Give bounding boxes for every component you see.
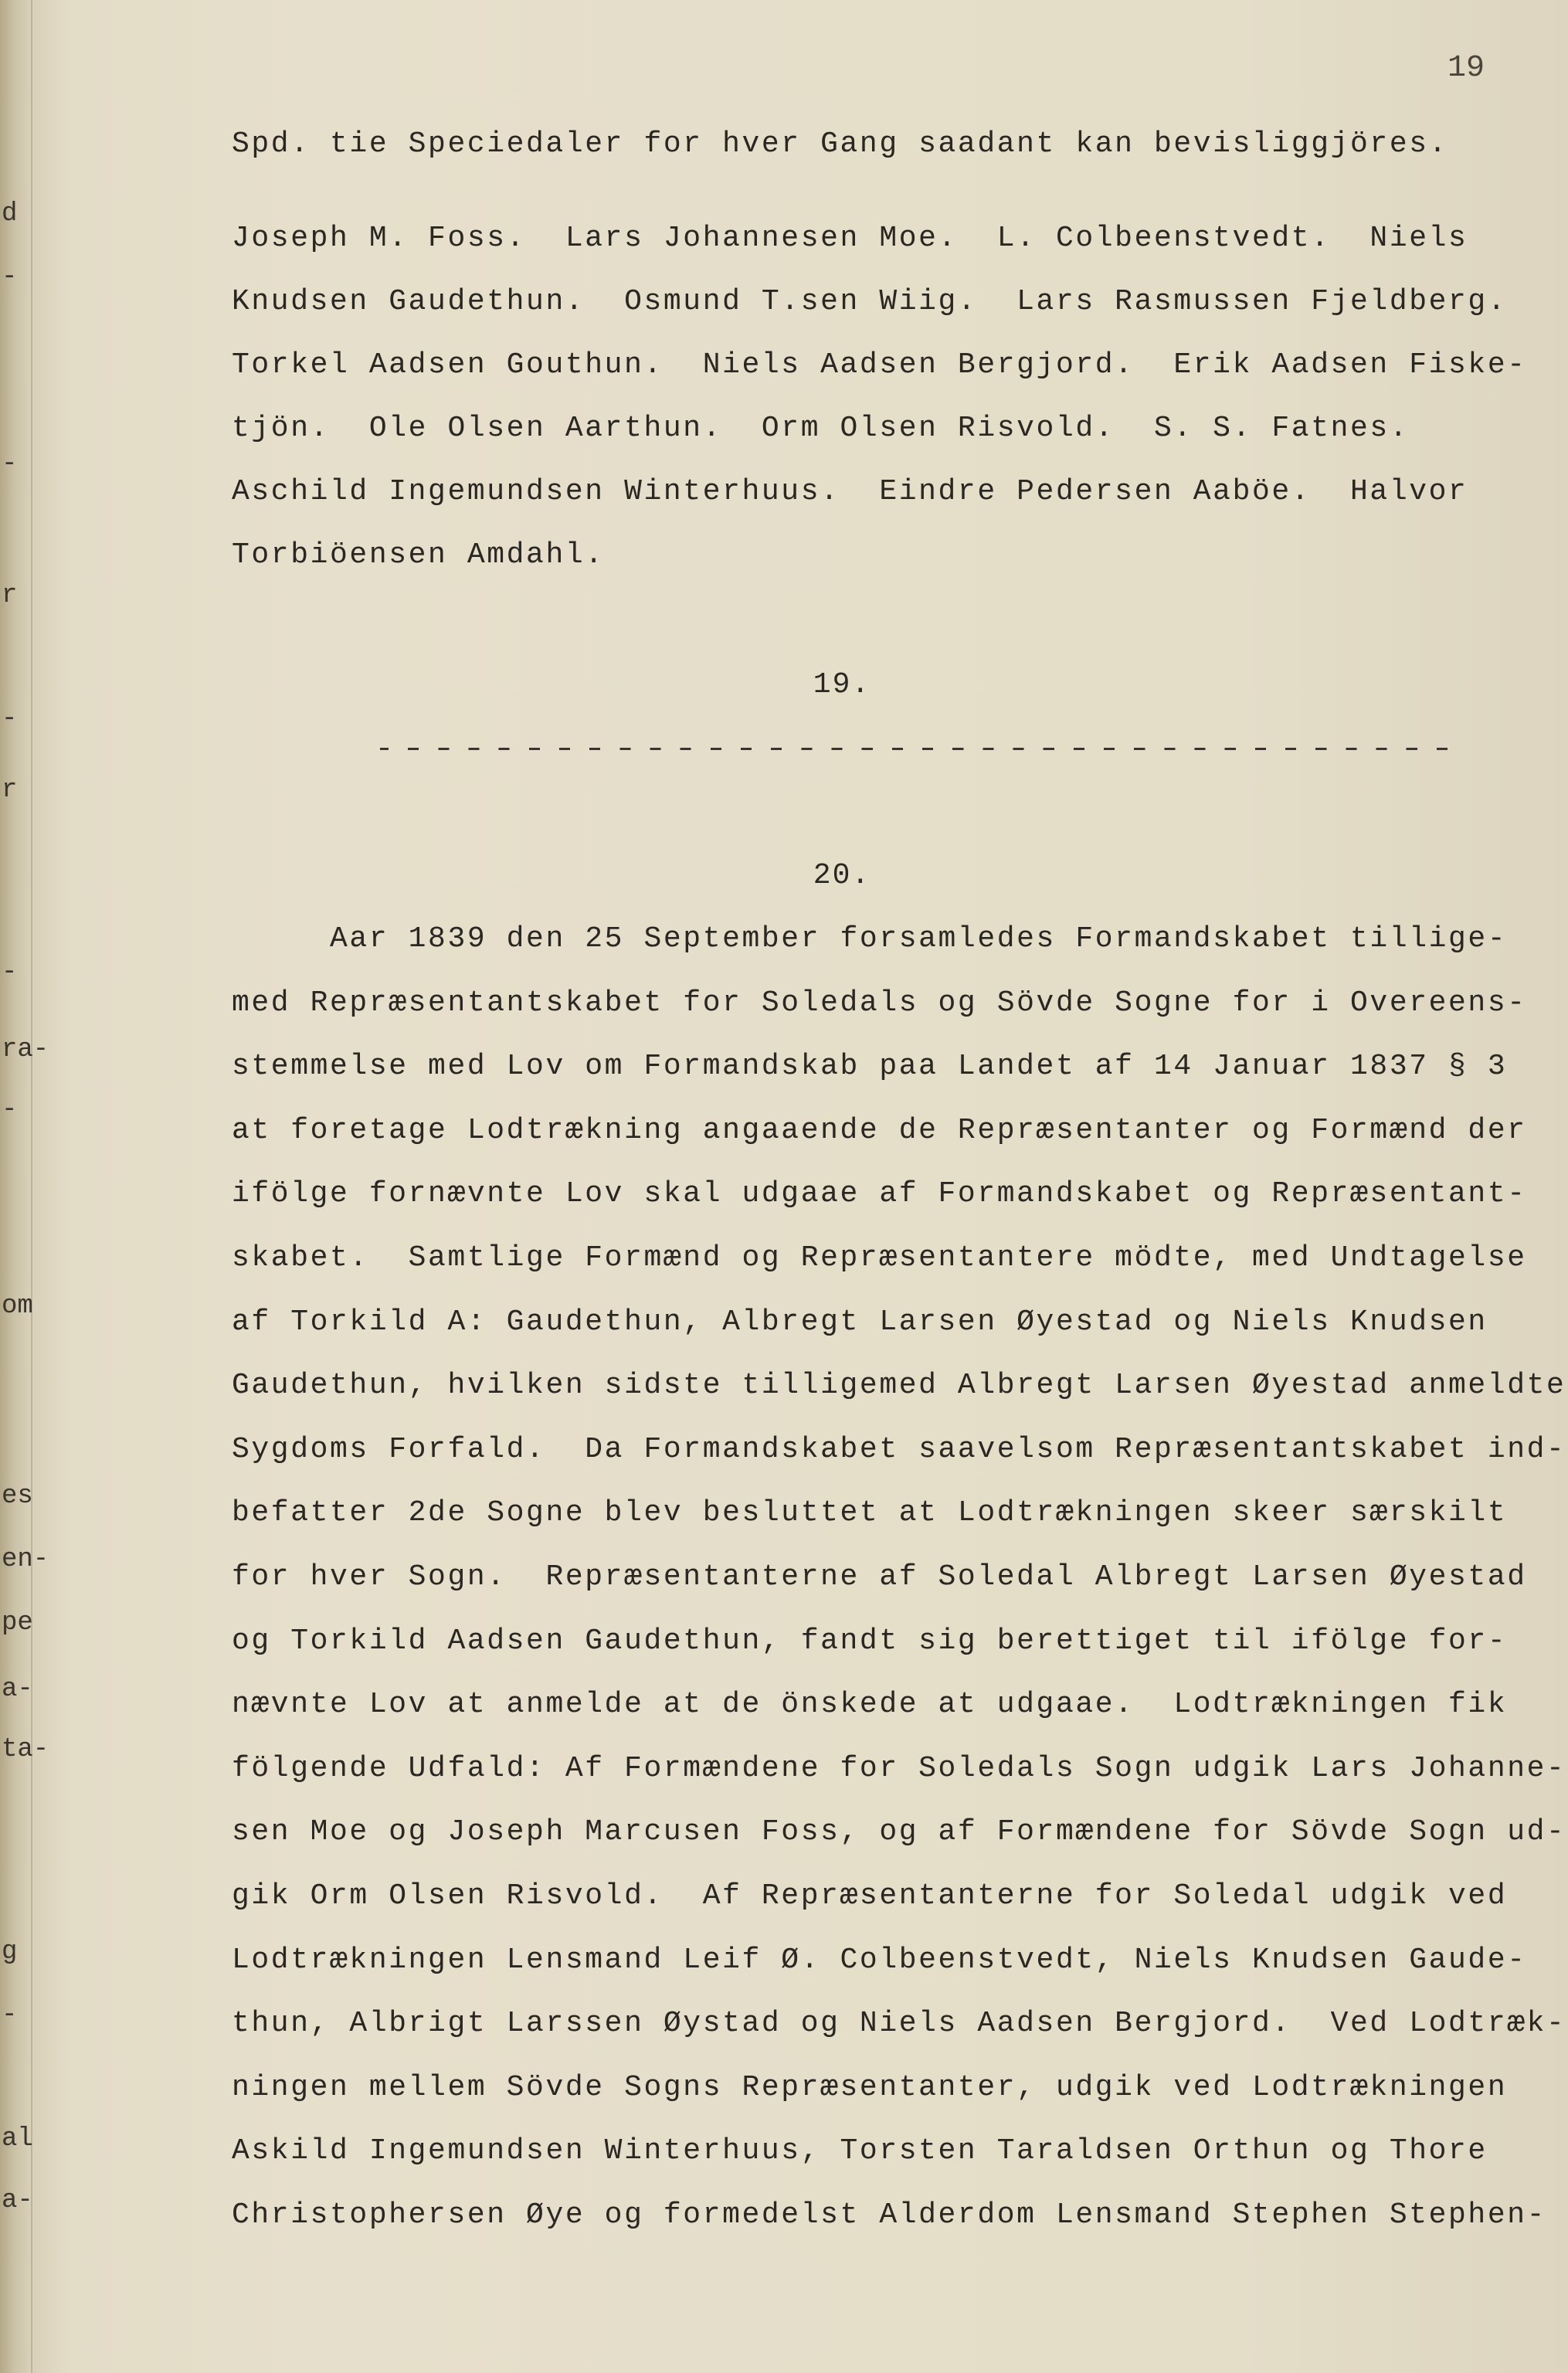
section-heading-19: 19. — [813, 668, 871, 701]
text-line: Aar 1839 den 25 September forsamledes Formandskabet tillige- — [232, 922, 1508, 956]
text-line: thun, Albrigt Larssen Øystad og Niels Aadsen Bergjord. Ved Lodtræk- — [232, 2007, 1566, 2040]
text-line: Joseph M. Foss. Lars Johannesen Moe. L. Colbeenstvedt. Niels — [232, 222, 1468, 255]
text-line: Gaudethun, hvilken sidste tilligemed Albregt Larsen Øyestad anmeldte — [232, 1369, 1566, 1402]
margin-fragment: g — [2, 1937, 18, 1967]
text-line: Spd. tie Speciedaler for hver Gang saadant kan bevisliggjöres. — [232, 127, 1449, 161]
text-line: Askild Ingemundsen Winterhuus, Torsten Taraldsen Orthun og Thore — [232, 2134, 1488, 2168]
margin-fragment: om — [2, 1292, 33, 1321]
text-line: fölgende Udfald: Af Formændene for Soledals Sogn udgik Lars Johanne- — [232, 1752, 1566, 1785]
text-line: Torkel Aadsen Gouthun. Niels Aadsen Bergjord. Erik Aadsen Fiske- — [232, 348, 1527, 382]
margin-fragment: r — [2, 581, 18, 610]
margin-fragment: a- — [2, 2186, 33, 2215]
text-line: og Torkild Aadsen Gaudethun, fandt sig berettiget til ifölge for- — [232, 1624, 1508, 1658]
margin-fragment: - — [2, 450, 18, 479]
margin-fragment: d — [2, 199, 18, 229]
margin-fragment: - — [2, 704, 18, 734]
text-line: med Repræsentantskabet for Soledals og Sövde Sogne for i Overeens- — [232, 986, 1527, 1020]
margin-fragment: pe — [2, 1608, 33, 1638]
text-line: af Torkild A: Gaudethun, Albregt Larsen Øyestad og Niels Knudsen — [232, 1305, 1488, 1339]
margin-fragment: ta- — [2, 1735, 49, 1764]
margin-fragment: - — [2, 263, 18, 292]
text-line: skabet. Samtlige Formænd og Repræsentantere mödte, med Undtagelse — [232, 1241, 1527, 1275]
margin-fragment: a- — [2, 1675, 33, 1704]
text-line: Christophersen Øye og formedelst Alderdom Lensmand Stephen Stephen- — [232, 2198, 1547, 2232]
text-line: Torbiöensen Amdahl. — [232, 538, 605, 572]
text-line: Lodtrækningen Lensmand Leif Ø. Colbeenstvedt, Niels Knudsen Gaude- — [232, 1944, 1527, 1977]
dashed-separator — [380, 748, 1454, 750]
page-number: 19 — [1447, 51, 1485, 86]
text-line: stemmelse med Lov om Formandskab paa Landet af 14 Januar 1837 § 3 — [232, 1050, 1508, 1083]
margin-fragment: ra- — [2, 1035, 49, 1064]
margin-fragment: - — [2, 1095, 18, 1125]
section-heading-20: 20. — [813, 859, 871, 892]
text-line: tjön. Ole Olsen Aarthun. Orm Olsen Risvold. S. S. Fatnes. — [232, 412, 1410, 445]
margin-fragment: - — [2, 2001, 18, 2030]
margin-fragment: al — [2, 2124, 33, 2154]
margin-fragment: - — [2, 958, 18, 987]
text-line: Sygdoms Forfald. Da Formandskabet saavelsom Repræsentantskabet ind- — [232, 1433, 1566, 1466]
margin-fragment: r — [2, 776, 18, 805]
text-line: befatter 2de Sogne blev besluttet at Lodtrækningen skeer særskilt — [232, 1496, 1508, 1529]
text-line: ningen mellem Sövde Sogns Repræsentanter, udgik ved Lodtrækningen — [232, 2071, 1508, 2104]
text-line: gik Orm Olsen Risvold. Af Repræsentanterne for Soledal udgik ved — [232, 1879, 1508, 1913]
text-line: for hver Sogn. Repræsentanterne af Soledal Albregt Larsen Øyestad — [232, 1560, 1527, 1594]
text-line: Knudsen Gaudethun. Osmund T.sen Wiig. Lars Rasmussen Fjeldberg. — [232, 285, 1508, 318]
margin-fragment: en- — [2, 1545, 49, 1574]
text-line: ifölge fornævnte Lov skal udgaae af Formandskabet og Repræsentant- — [232, 1177, 1527, 1210]
margin-fragment: es — [2, 1482, 33, 1511]
text-line: sen Moe og Joseph Marcusen Foss, og af Formændene for Sövde Sogn ud- — [232, 1815, 1566, 1848]
text-line: nævnte Lov at anmelde at de önskede at udgaae. Lodtrækningen fik — [232, 1688, 1508, 1721]
text-line: Aschild Ingemundsen Winterhuus. Eindre Pedersen Aaböe. Halvor — [232, 475, 1468, 508]
text-line: at foretage Lodtrækning angaaende de Repræsentanter og Formænd der — [232, 1114, 1527, 1147]
